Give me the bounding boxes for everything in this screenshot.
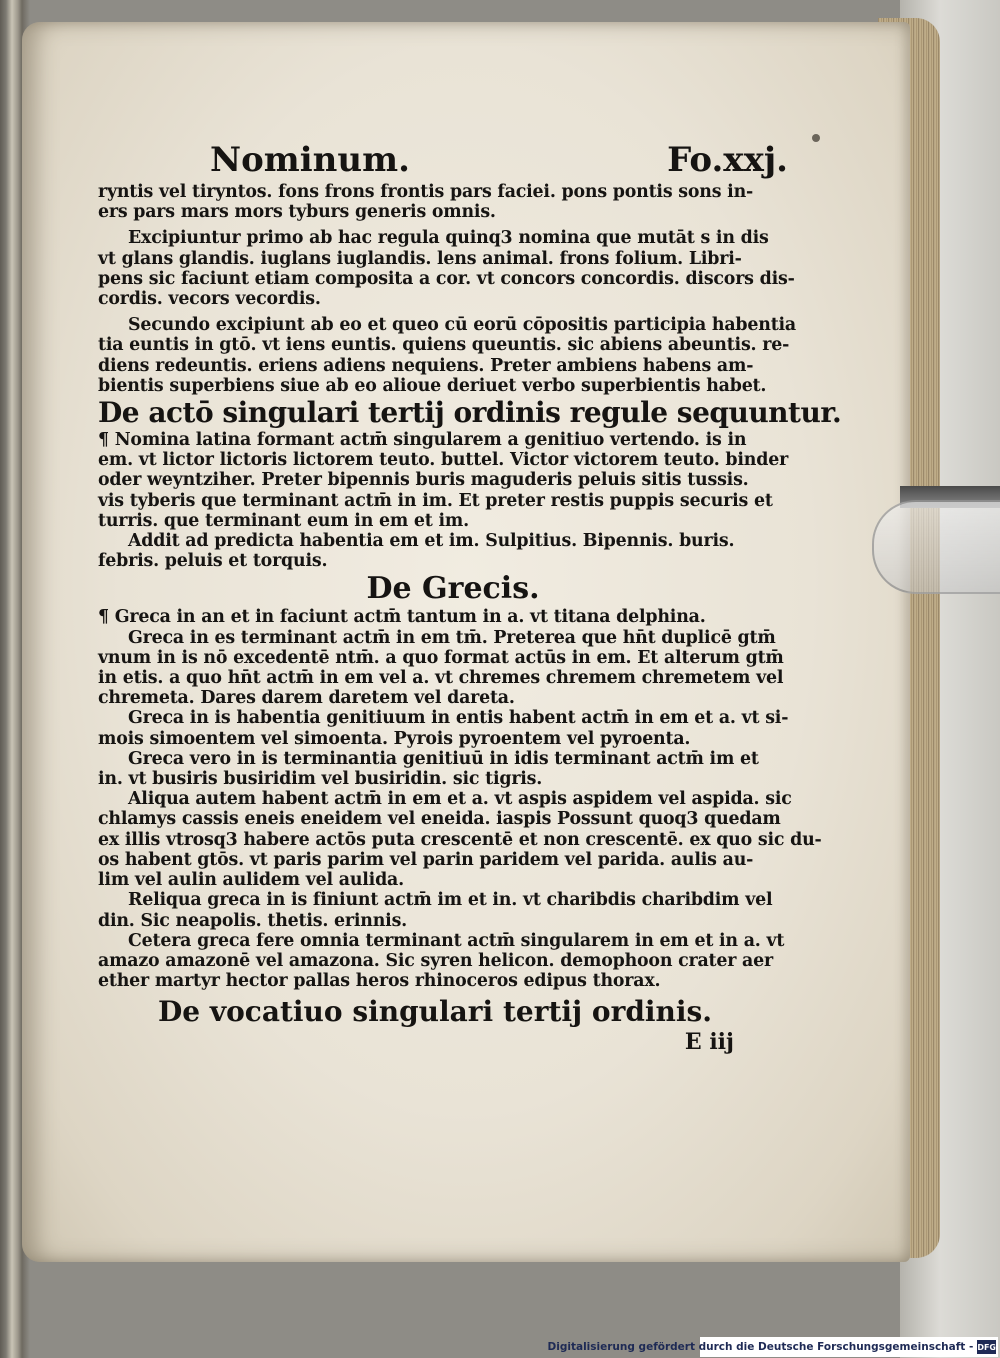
text-line: em. vt lictor lictoris lictorem teuto. buttel. Victor victorem teuto. binder	[98, 450, 789, 471]
footer-credit: Digitalisierung gefördert durch die Deutsche Forschungsgemeinschaft -	[547, 1341, 974, 1353]
text-line: Excipiuntur primo ab hac regula quinq3 nomina que mutāt s in dis	[128, 228, 769, 249]
text-line: vis tyberis que terminant actm̄ in im. Et preter restis puppis securis et	[98, 490, 773, 511]
digitization-footer	[547, 1337, 998, 1357]
text-line: Secundo excipiunt ab eo et queo cū eorū cōpositis participia habentia	[128, 315, 797, 336]
paragraph-1	[98, 182, 788, 222]
text-line: Cetera greca fere omnia terminant actm̄ singularem in em et in a. vt	[128, 930, 785, 951]
text-line: Addit ad predicta habentia em et im. Sulpitius. Bipennis. buris.	[128, 531, 735, 552]
paragraph-5	[98, 531, 788, 571]
text-line: amazo amazonē vel amazona. Sic syren helicon. demophoon crater aer	[98, 950, 773, 971]
page-clip	[872, 500, 1000, 594]
header-title: Nominum.	[210, 140, 410, 180]
text-line: vt glans glandis. iuglans iuglandis. lens animal. frons folium. Libri-	[98, 248, 742, 269]
signature-mark: E iij	[684, 1029, 734, 1056]
text-line: os habent gtōs. vt paris parim vel parin paridem vel parida. aulis au-	[98, 849, 754, 870]
dfg-logo: DFG	[977, 1340, 996, 1354]
text-line: cordis. vecors vecordis.	[98, 289, 321, 310]
text-line: Reliqua greca in is finiunt actm̄ im et in. vt charibdis charibdim vel	[128, 890, 773, 911]
text-line: febris. peluis et torquis.	[98, 551, 328, 572]
paragraph-12	[98, 931, 788, 992]
text-line: Aliqua autem habent actm̄ in em et a. vt aspis aspidem vel aspida. sic	[128, 789, 792, 810]
paragraph-4	[98, 430, 788, 531]
text-line: oder weyntziher. Preter bipennis buris maguderis peluis sitis tussis.	[98, 470, 749, 491]
paragraph-6	[98, 607, 788, 627]
text-line: diens redeuntis. eriens adiens nequiens. Preter ambiens habens am-	[98, 355, 754, 376]
paragraph-11	[98, 890, 788, 930]
text-line: din. Sic neapolis. thetis. erinnis.	[98, 910, 408, 931]
text-line: ¶ Nomina latina formant actm̄ singularem a genitiuo vertendo. is in	[98, 430, 747, 451]
paragraph-7	[98, 628, 788, 709]
text-line: in. vt busiris busiridim vel busiridin. sic tigris.	[98, 769, 543, 790]
section-heading: De vocatiuo singulari tertij ordinis.	[158, 995, 713, 1029]
text-line: ¶ Greca in an et in faciunt actm̄ tantum in a. vt titana delphina.	[98, 607, 706, 628]
text-line: Greca in es terminant actm̄ in em tm̄. Preterea que hn̄t duplicē gtm̄	[128, 627, 776, 648]
section-heading: De Grecis.	[366, 571, 540, 607]
text-line: vnum in is nō excedentē ntm̄. a quo format actūs in em. Et alterum gtm̄	[98, 647, 784, 668]
folio-number: Fo.xxj.	[667, 140, 788, 180]
text-line: pens sic faciunt etiam composita a cor. vt concors concordis. discors dis-	[98, 268, 795, 289]
text-line: Greca in is habentia genitiuum in entis habent actm̄ in em et a. vt si-	[128, 708, 789, 729]
text-line: ex illis vtrosq3 habere actōs puta crescentē et non crescentē. ex quo sic du-	[98, 829, 822, 850]
section-heading: De actō singulari tertij ordinis regule sequuntur.	[98, 396, 842, 430]
text-line: ryntis vel tiryntos. fons frons frontis pars faciei. pons pontis sons in-	[98, 182, 754, 202]
text-line: tia euntis in gtō. vt iens euntis. quiens queuntis. sic abiens abeuntis. re-	[98, 335, 790, 356]
text-line: chlamys cassis eneis eneidem vel eneida. iaspis Possunt quoq3 quedam	[98, 809, 781, 830]
text-line: ether martyr hector pallas heros rhinoceros edipus thorax.	[98, 971, 661, 992]
text-line: mois simoentem vel simoenta. Pyrois pyroentem vel pyroenta.	[98, 728, 691, 749]
running-header	[98, 140, 788, 180]
text-line: chremeta. Dares darem daretem vel dareta.	[98, 688, 515, 709]
text-line: turris. que terminant eum in em et im.	[98, 510, 469, 531]
text-line: Greca vero in is terminantia genitiuū in idis terminant actm̄ im et	[128, 748, 759, 769]
paragraph-3	[98, 315, 797, 396]
text-line: lim vel aulin aulidem vel aulida.	[98, 870, 404, 891]
text-line: in etis. a quo hn̄t actm̄ in em vel a. vt chremes chremem chremetem vel	[98, 668, 784, 689]
text-line: bientis superbiens siue ab eo alioue deriuet verbo superbientis habet.	[98, 375, 767, 396]
wormhole-mark	[812, 134, 820, 142]
paragraph-2	[98, 228, 795, 310]
page-text	[98, 140, 842, 1056]
paragraph-9	[98, 749, 788, 789]
paragraph-8	[98, 708, 788, 748]
text-line: ers pars mars mors tyburs generis omnis.	[98, 202, 496, 223]
paragraph-10	[98, 789, 822, 891]
